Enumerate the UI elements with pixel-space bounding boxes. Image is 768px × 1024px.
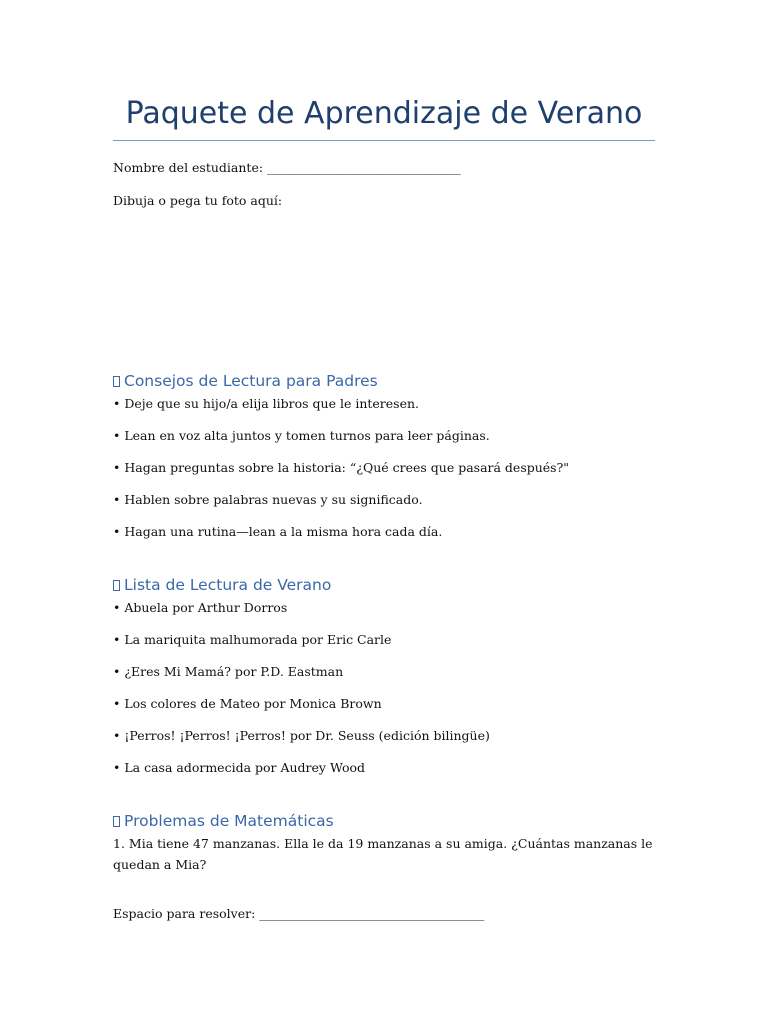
list-item: • Hablen sobre palabras nuevas y su significado. — [113, 492, 423, 507]
title-underline-divider — [113, 140, 655, 141]
photo-prompt: Dibuja o pega tu foto aquí: — [113, 193, 283, 208]
list-item: • Lean en voz alta juntos y tomen turnos para leer páginas. — [113, 428, 490, 443]
section-heading-reading-tips — [113, 371, 378, 391]
section-heading-text: Consejos de Lectura para Padres — [124, 372, 378, 390]
missing-glyph-icon — [113, 580, 120, 591]
missing-glyph-icon — [113, 816, 120, 827]
section-heading-math-problems — [113, 811, 334, 831]
list-item: • Los colores de Mateo por Monica Brown — [113, 696, 382, 711]
list-item: • ¡Perros! ¡Perros! ¡Perros! por Dr. Seuss (edición bilingüe) — [113, 728, 490, 743]
math-problem-text: 1. Mia tiene 47 manzanas. Ella le da 19 manzanas a su amiga. ¿Cuántas manzanas le quedan a Mia? — [113, 836, 653, 872]
list-item: • Hagan una rutina—lean a la misma hora cada día. — [113, 524, 443, 539]
document-title: Paquete de Aprendizaje de Verano — [125, 96, 643, 131]
section-heading-text: Problemas de Matemáticas — [124, 812, 334, 830]
section-heading-text: Lista de Lectura de Verano — [124, 576, 332, 594]
section-heading-reading-list — [113, 575, 331, 595]
list-item: • ¿Eres Mi Mamá? por P.D. Eastman — [113, 664, 344, 679]
list-item: • La mariquita malhumorada por Eric Carle — [113, 632, 392, 647]
list-item: • Hagan preguntas sobre la historia: “¿Qué crees que pasará después?" — [113, 460, 570, 475]
list-item: • Deje que su hijo/a elija libros que le interesen. — [113, 396, 420, 411]
workspace-line: Espacio para resolver: ____________________________________ — [113, 906, 485, 921]
student-name-line: Nombre del estudiante: _______________________________ — [113, 160, 461, 175]
list-item: • La casa adormecida por Audrey Wood — [113, 760, 366, 775]
missing-glyph-icon — [113, 376, 120, 387]
list-item: • Abuela por Arthur Dorros — [113, 600, 288, 615]
